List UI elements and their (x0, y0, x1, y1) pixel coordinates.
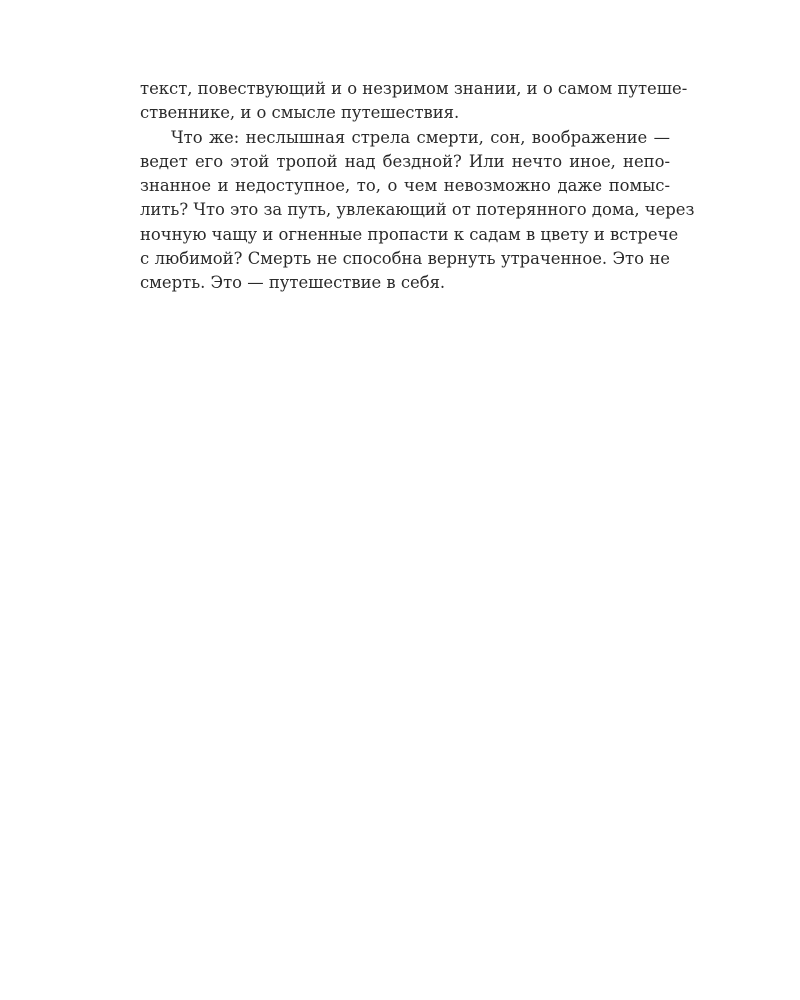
text-line: смерть. Это — путешествие в себя. (140, 273, 446, 293)
paragraph-first-line: Что же: неслышная стрела смерти, сон, воображение — (171, 127, 670, 147)
text-line: ночную чащу и огненные пропасти к садам в цвету и встрече (140, 224, 679, 244)
text-line: текст, повествующий и о незримом знании, и о самом путеше- (140, 79, 688, 98)
text-line: лить? Что это за путь, увлекающий от потерянного дома, через (140, 200, 695, 220)
text-line: с любимой? Смерть не способна вернуть утраченное. Это не (140, 249, 670, 269)
text-line: знанное и недоступное, то, о чем невозможно даже помыс- (140, 176, 670, 196)
text-line: ственнике, и о смысле путешествия. (140, 103, 460, 123)
text-line: ведет его этой тропой над бездной? Или нечто иное, непо- (140, 151, 670, 171)
body-text (140, 77, 695, 296)
